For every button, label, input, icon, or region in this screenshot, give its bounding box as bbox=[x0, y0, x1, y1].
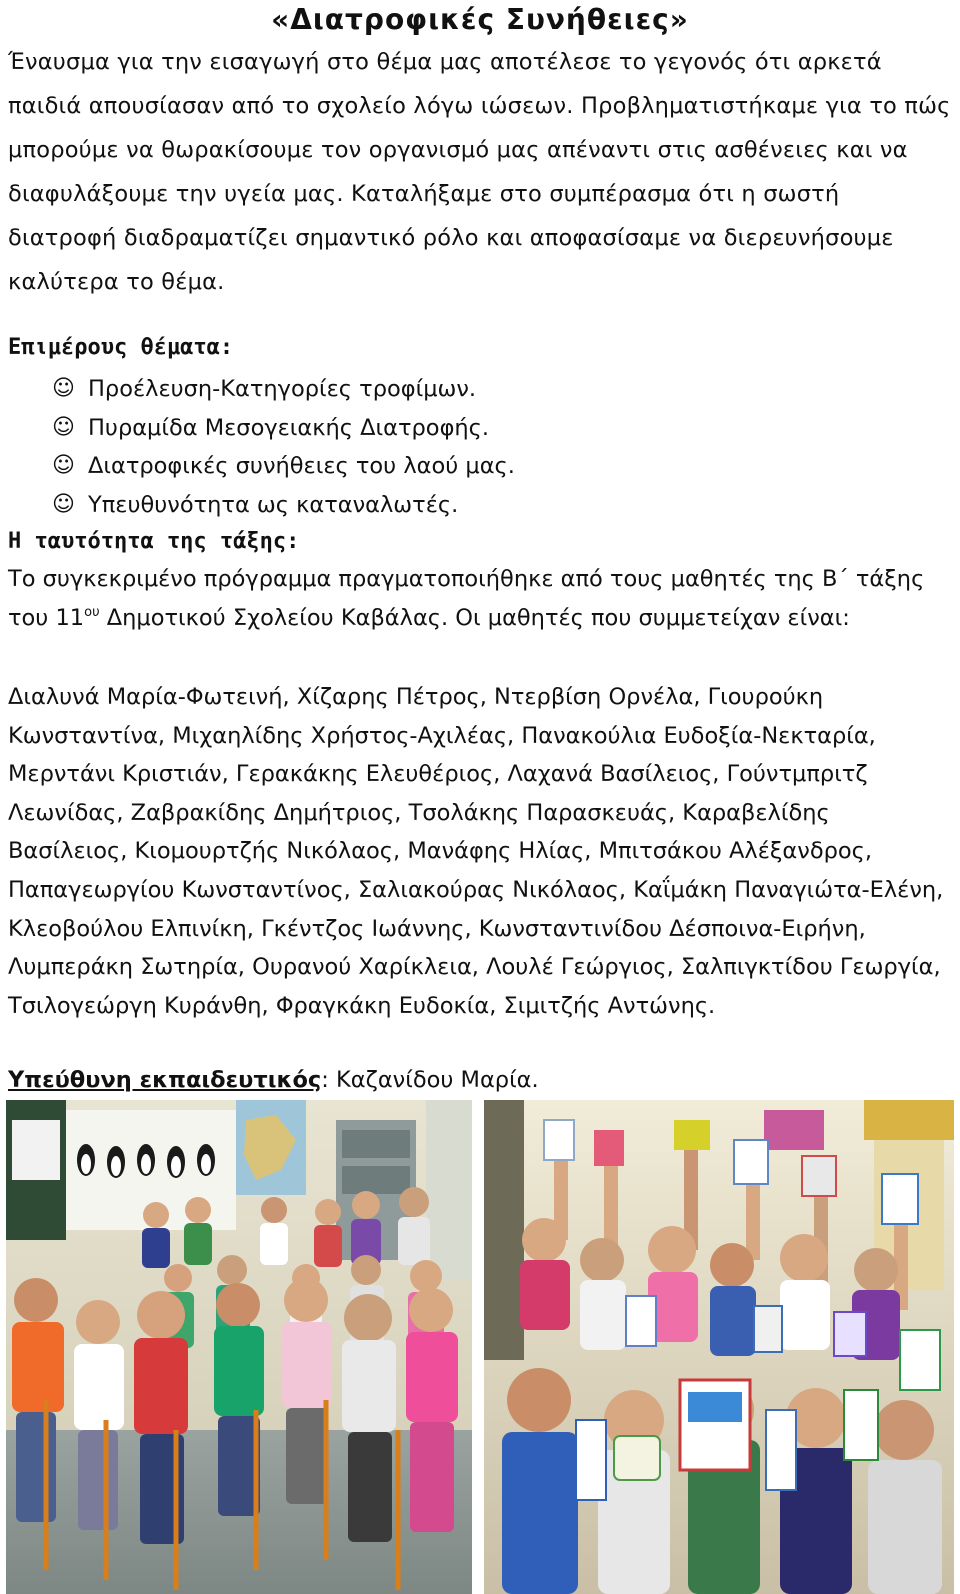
list-item bbox=[52, 370, 515, 409]
identity-text-after: Δημοτικού Σχολείου Καβάλας. Οι μαθητές που συμμετείχαν είναι: bbox=[99, 605, 850, 631]
identity-paragraph bbox=[8, 560, 952, 638]
list-item bbox=[52, 486, 515, 525]
smiley-icon: ☺ bbox=[52, 491, 75, 517]
classroom-photo bbox=[6, 1100, 472, 1594]
topic-text: Διατροφικές συνήθειες του λαού μας. bbox=[88, 453, 515, 479]
page-title: «Διατροφικές Συνήθειες» bbox=[271, 3, 689, 36]
topic-text: Προέλευση-Κατηγορίες τροφίμων. bbox=[88, 376, 477, 402]
smiley-icon: ☺ bbox=[52, 414, 75, 440]
intro-paragraph: Έναυσμα για την εισαγωγή στο θέμα μας αποτέλεσε το γεγονός ότι αρκετά παιδιά απουσίασαν από το σχολείο λόγω ιώσεων. Προβληματιστήκαμε για το πώς μπορούμε να θωρακίσουμε τον οργανισμό μας απέναντι στις ασθένειες και να διαφυλάξουμε την υγεία μας. Καταλήξαμε στο συμπέρασμα ότι η σωστή διατροφή διαδραματίζει σημαντικό ρόλο και αποφασίσαμε να διερευνήσουμε καλύτερα το θέμα. bbox=[8, 49, 951, 295]
list-item bbox=[52, 409, 515, 448]
smiley-icon: ☺ bbox=[52, 453, 75, 478]
identity-text-before: Το συγκεκριμένο πρόγραμμα πραγματοποιήθηκε από τους μαθητές της Β΄ τάξης του 11 bbox=[8, 566, 925, 631]
teacher-label: Υπεύθυνη εκπαιδευτικός bbox=[8, 1067, 322, 1093]
identity-heading: Η ταυτότητα της τάξης: bbox=[8, 529, 300, 554]
topic-text: Υπευθυνότητα ως καταναλωτές. bbox=[88, 491, 459, 518]
teacher-line bbox=[8, 1062, 952, 1098]
students-holding-products-photo bbox=[484, 1100, 954, 1594]
smiley-icon: ☺ bbox=[52, 376, 75, 401]
list-item bbox=[52, 447, 515, 486]
students-list: Διαλυνά Μαρία-Φωτεινή, Χίζαρης Πέτρος, Ντερβίση Ορνέλα, Γιουρούκη Κωνσταντίνα, Μιχαηλίδης Χρήστος-Αχιλέας, Πανακούλια Ευδοξία-Νεκταρία, Μερντάνι Κριστιάν, Γερακάκης Ελευθέριος, Λαχανά Βασίλειος, Γούντμπριτζ Λεωνίδας, Ζαβρακίδης Δημήτριος, Τσολάκης Παρασκευάς, Καραβελίδης Βασίλειος, Κιομουρτζής Νικόλαος, Μανάφης Ηλίας, Μπιτσάκου Αλέξανδρος, Παπαγεωργίου Κωνσταντίνος, Σαλιακούρας Νικόλαος, Καΐμάκη Παναγιώτα-Ελένη, Κλεοβούλου Ελπινίκη, Γκέντζος Ιωάννης, Κωνσταντινίδου Δέσποινα-Ειρήνη, Λυμπεράκη Σωτηρία, Ουρανού Χαρίκλεια, Λουλέ Γεώργιος, Σαλπιγκτίδου Γεωργία, Τσιλογεώργη Κυράνθη, Φραγκάκη Ευδοκία, Σιμιτζής Αντώνης. bbox=[8, 684, 944, 1019]
topic-text: Πυραμίδα Μεσογειακής Διατροφής. bbox=[88, 414, 490, 441]
students-holding-products-icon bbox=[484, 1100, 954, 1594]
teacher-name: : Καζανίδου Μαρία. bbox=[321, 1067, 539, 1093]
classroom-photo-icon bbox=[6, 1100, 472, 1594]
topics-heading: Επιμέρους θέματα: bbox=[8, 335, 234, 360]
topics-list bbox=[52, 370, 515, 524]
ordinal-superscript: ου bbox=[84, 605, 100, 620]
